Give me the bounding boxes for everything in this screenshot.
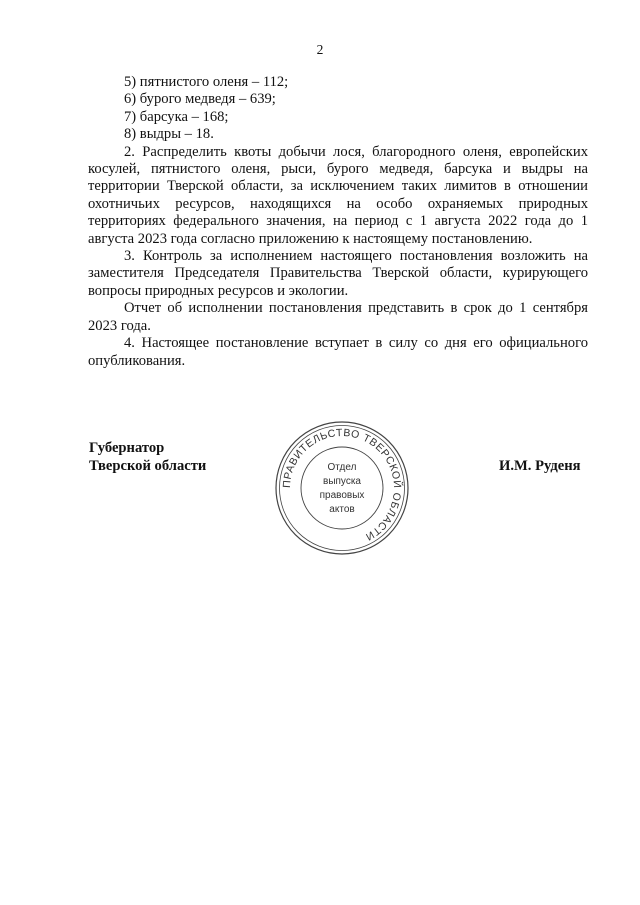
list-item-brown-bear: 6) бурого медведя – 639; <box>124 91 276 108</box>
stamp-center-line-4: актов <box>329 504 355 515</box>
paragraph-quota-distribution: 2. Распределить квоты добычи лося, благородного оленя, европейских косулей, пятнистого оленя, рыси, бурого медведя, барсука и выдры на территории Тверской области, за исключением таких лимитов в отношении охотничьих ресурсов, находящихся на особо охраняемых природных территориях федерального значения, на период с 1 августа 2022 года до 1 августа 2023 года согласно приложению к настоящему постановлению. <box>88 143 588 247</box>
document-body <box>88 74 588 370</box>
stamp-outer-ring <box>276 422 408 554</box>
official-stamp <box>272 418 412 558</box>
stamp-inner-ring <box>301 447 383 529</box>
signatory-position <box>89 439 206 475</box>
list-item-spotted-deer: 5) пятнистого оленя – 112; <box>124 74 289 90</box>
page-number: 2 <box>316 42 324 57</box>
stamp-graphic <box>272 418 412 558</box>
stamp-center-line-2: выпуска <box>323 476 361 487</box>
paragraph-report: Отчет об исполнении постановления представить в срок до 1 сентября 2023 года. <box>88 300 588 334</box>
signatory-region: Тверской области <box>89 458 207 474</box>
stamp-ring-textpath: ПРАВИТЕЛЬСТВО ТВЕРСКОЙ ОБЛАСТИ <box>280 426 404 543</box>
paragraph-effective-date: 4. Настоящее постановление вступает в силу со дня его официального опубликования. <box>88 335 588 369</box>
signatory-title: Губернатор <box>89 440 165 456</box>
signatory-name: И.М. Руденя <box>499 458 581 474</box>
stamp-outer-ring-inner <box>280 426 405 551</box>
list-item-otter: 8) выдры – 18. <box>124 126 214 143</box>
list-item-badger: 7) барсука – 168; <box>124 108 229 125</box>
stamp-center-line-3: правовых <box>319 490 365 501</box>
paragraph-control: 3. Контроль за исполнением настоящего постановления возложить на заместителя Председателя Правительства Тверской области, курирующего вопросы природных ресурсов и экологии. <box>88 248 588 299</box>
stamp-center-line-1: Отдел <box>327 462 357 473</box>
